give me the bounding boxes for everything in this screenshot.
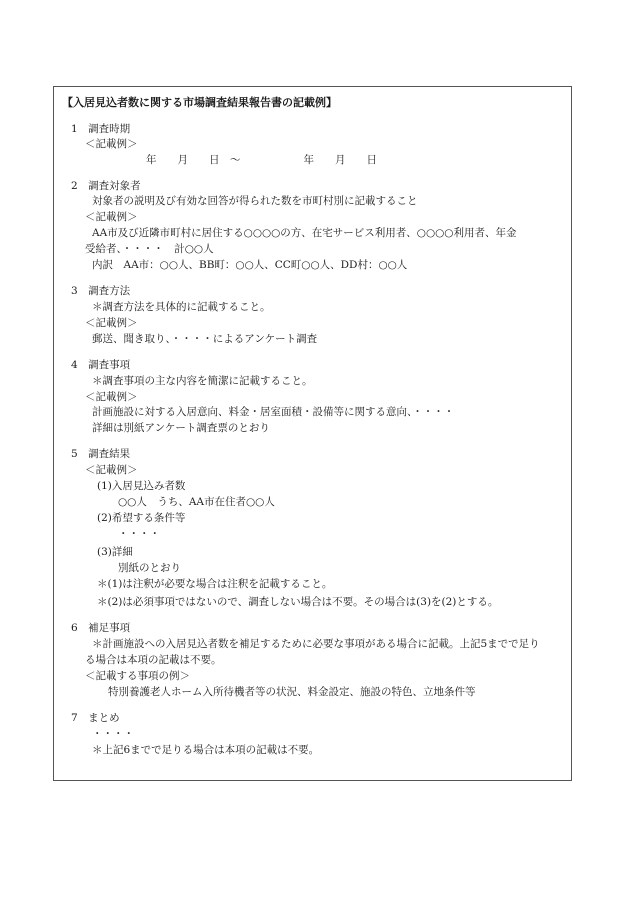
note-line: ＊(2)は必須事項ではないので、調査しない場合は不要。その場合は(3)を(2)とする。	[97, 596, 499, 608]
example-label: ＜記載する事項の例＞	[85, 670, 190, 682]
note-line: ＊上記6までで足りる場合は本項の記載は不要。	[92, 744, 320, 756]
body-line: 詳細は別紙アンケート調査票のとおり	[92, 422, 270, 434]
note-line: ＊(1)は注釈が必要な場合は注釈を記載すること。	[97, 578, 333, 590]
subheading: (2)希望する条件等	[97, 512, 186, 524]
example-label: ＜記載例＞	[85, 391, 138, 403]
section-heading: 1 調査時期	[71, 123, 131, 135]
example-label: ＜記載例＞	[85, 138, 138, 150]
body-line: 内訳 AA市：○○人、BB町：○○人、CC町○○人、DD村：○○人	[92, 259, 408, 271]
example-label: ＜記載例＞	[85, 211, 138, 223]
section-heading: 7 まとめ	[71, 712, 120, 724]
body-line: ・・・・	[92, 728, 134, 740]
body-line: 受給者、・・・・ 計○○人	[85, 243, 214, 255]
body-line: 別紙のとおり	[118, 562, 181, 574]
section-heading: 3 調査方法	[71, 285, 131, 297]
section-heading: 2 調査対象者	[71, 180, 141, 192]
note-line: ＊調査方法を具体的に記載すること。	[92, 301, 271, 313]
body-line: ○○人 うち、AA市在住者○○人	[118, 496, 275, 508]
body-line: ・・・・	[118, 528, 160, 540]
section-heading: 4 調査事項	[71, 359, 131, 371]
body-line: AA市及び近隣市町村に居住する○○○○の方、在宅サービス利用者、○○○○利用者、年金	[92, 227, 517, 239]
example-label: ＜記載例＞	[85, 464, 138, 476]
body-line: 特別養護老人ホーム入所待機者等の状況、料金設定、施設の特色、立地条件等	[108, 686, 476, 698]
section-heading: 5 調査結果	[71, 448, 131, 460]
section-heading: 6 補足事項	[71, 622, 131, 634]
body-line: 年 月 日 ～ 年 月 日	[146, 154, 377, 166]
subheading: (3)詳細	[97, 546, 133, 558]
body-line: 計画施設に対する入居意向、料金・居室面積・設備等に関する意向、・・・・	[92, 406, 455, 418]
document-title: 【入居見込者数に関する市場調査結果報告書の記載例】	[62, 96, 337, 109]
body-line: る場合は本項の記載は不要。	[85, 654, 222, 666]
note-line: ＊調査事項の主な内容を簡潔に記載すること。	[92, 375, 313, 387]
subheading: (1)入居見込み者数	[97, 480, 186, 492]
body-line: 郵送、聞き取り、・・・・によるアンケート調査	[92, 333, 318, 345]
note-line: ＊計画施設への入居見込者数を補足するために必要な事項がある場合に記載。上記5までで足り	[92, 638, 540, 650]
body-line: 対象者の説明及び有効な回答が得られた数を市町村別に記載すること	[92, 195, 418, 207]
example-label: ＜記載例＞	[85, 317, 138, 329]
